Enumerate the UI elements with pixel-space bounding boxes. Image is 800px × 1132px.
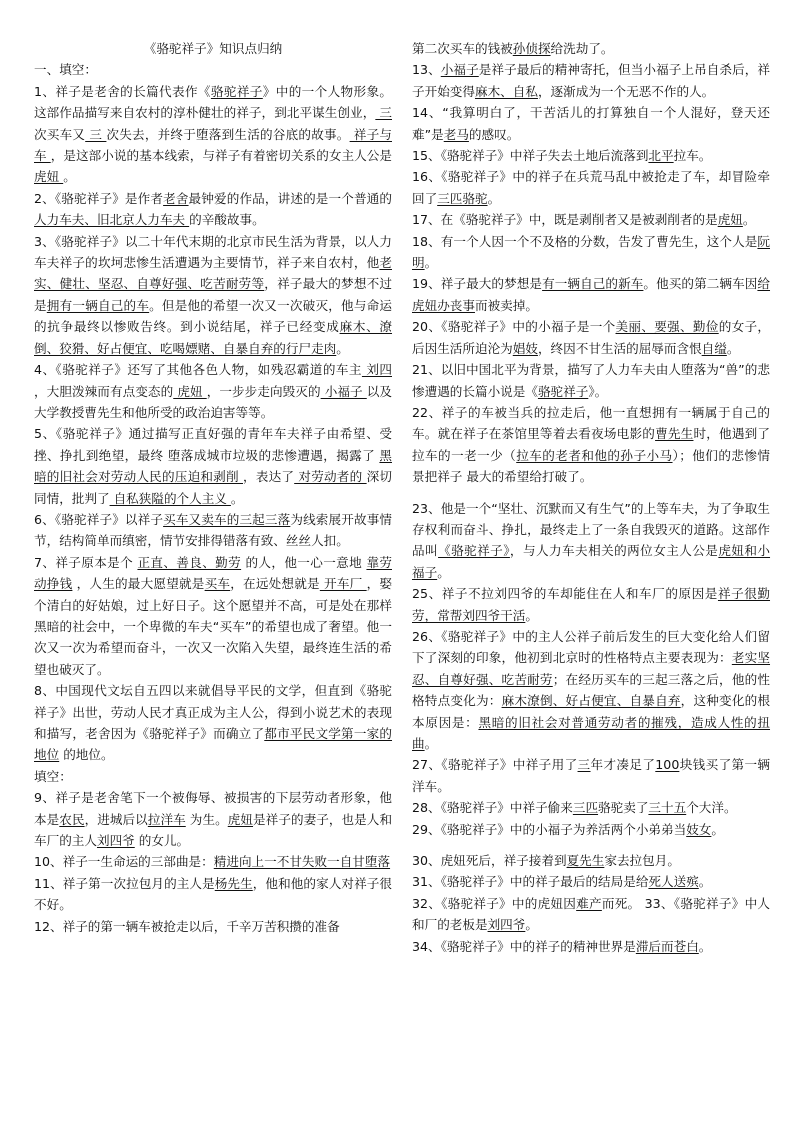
- underlined-answer: 对劳动者的: [294, 469, 367, 485]
- text-segment: 8、中国现代文坛自五四以来就倡导平民的文学，但直到《骆驼祥子》出世，劳动人民才真正成为主人公，得到小说艺术的表现和描写，老舍因为《骆驼祥子》而确立了: [34, 683, 392, 741]
- paragraph: [412, 145, 770, 166]
- underlined-answer: 有一辆自己的新车: [542, 276, 644, 292]
- underlined-answer: 难产: [576, 895, 602, 911]
- text-segment: 次失去，并终于堕落到生活的谷底的故事。: [106, 126, 350, 142]
- text-segment: 》。: [588, 383, 608, 399]
- paragraph: [34, 552, 392, 680]
- text-segment: ，人生的最大愿望就是: [72, 576, 205, 592]
- underlined-answer: 孙侦探: [512, 41, 551, 56]
- paragraph: [412, 402, 770, 488]
- text-segment: 34、《骆驼祥子》中的祥子的精神世界是: [412, 938, 636, 954]
- text-segment: 。但是他的希望一次又一次破灭，他与命运的抗争最终以惨败告终。到小说结尾，祥子已经变成: [34, 297, 393, 335]
- text-segment: 骆驼卖了: [598, 800, 649, 816]
- underlined-answer: 开车厂: [319, 576, 367, 592]
- underlined-answer: 曹先生: [655, 426, 694, 442]
- text-segment: 而死。 33、《骆驼祥子》中人和厂的老板是: [412, 895, 771, 933]
- underlined-answer: 自私狭隘的个人主义: [109, 490, 231, 506]
- paragraph: [412, 102, 770, 145]
- paragraph: [412, 166, 770, 209]
- text-segment: 第二次买车的钱被: [412, 41, 513, 56]
- underlined-answer: 刘四: [361, 362, 392, 378]
- text-segment: ，一步步走向毁灭的: [206, 383, 321, 399]
- text-segment: 是祥子最后的精神寄托，但当小福子上吊自杀后，祥子开始变得: [412, 62, 771, 99]
- text-segment: ，是这部小说的基本线索，与祥子有着密切关系的女主人公是: [50, 148, 392, 164]
- underlined-answer: 娼妓: [512, 340, 538, 356]
- text-segment: 给洗劫了。: [550, 41, 614, 56]
- underlined-answer: 死人送殡: [648, 874, 699, 890]
- text-segment: ，表达了: [242, 469, 295, 485]
- text-segment: 18、有一个人因一个不及格的分数，告发了曹先生，这个人是: [412, 233, 758, 249]
- underlined-answer: 阮明: [412, 233, 770, 271]
- underlined-answer: 虎妞和小福子: [412, 543, 771, 580]
- text-segment: 1、祥子是老舍的长篇代表作《: [34, 83, 211, 99]
- text-segment: 。: [437, 564, 450, 580]
- paragraph: [412, 893, 770, 936]
- paragraph: [34, 680, 392, 766]
- paragraph: [412, 819, 770, 840]
- text-segment: ，大胆泼辣而有点变态的: [34, 383, 174, 399]
- text-segment: 个大洋。: [686, 800, 737, 816]
- text-segment: 一、填空：: [34, 62, 97, 78]
- text-segment: 9、祥子是老舍笔下一个被侮辱、被损害的下层劳动者形象，他本是: [34, 790, 392, 827]
- underlined-answer: 夏先生: [566, 853, 605, 869]
- paragraph: [412, 359, 770, 402]
- underlined-answer: 拉洋车: [147, 811, 186, 827]
- text-segment: 的人，他一心一意地: [241, 554, 367, 570]
- text-segment: 的女儿。: [134, 833, 190, 849]
- text-segment: 是祥子的妻子，也是人和车厂的主人: [34, 811, 393, 849]
- text-segment: ，他和他的家人对祥子很不好。: [34, 875, 392, 913]
- underlined-answer: 自缢: [701, 340, 727, 356]
- underlined-answer: 麻木、自私: [474, 83, 538, 99]
- text-segment: 。: [63, 169, 76, 185]
- text-segment: 。: [424, 736, 438, 751]
- underlined-answer: 拥有一辆自己的车: [46, 297, 150, 313]
- text-segment: 23、他是一个“坚壮、沉默而又有生气”的上等车夫，为了争取生存权利而奋斗、挣扎，最终走上了一条自我毁灭的道路。这部作品叫: [412, 500, 770, 559]
- text-segment: 而被卖掉。: [474, 297, 538, 313]
- text-segment: ，终因不甘生活的屈辱而含恨: [537, 340, 702, 356]
- text-segment: 28、《骆驼祥子》中祥子偷来: [412, 800, 573, 816]
- underlined-answer: 三: [577, 757, 591, 773]
- paragraph: [412, 871, 770, 892]
- text-segment: 12、祥子的第一辆车被抢走以后，千辛万苦积攒的准备: [34, 918, 340, 934]
- text-segment: ，逐渐成为一个无恶不作的人。: [537, 83, 715, 99]
- underlined-answer: 小福子: [440, 62, 479, 78]
- text-segment: 17、在《骆驼祥子》中，既是剥削者又是被剥削者的是: [412, 212, 718, 228]
- text-segment: ，在远处想就是: [230, 576, 320, 592]
- text-segment: 为线索展开故事情节，结构简单而缜密，情节安排得错落有致、丝丝人扣。: [34, 511, 393, 549]
- text-segment: 次买车又: [34, 126, 86, 142]
- text-segment: 14、“我算明白了，干苦活儿的打算独自一个人混好，登天还难”是: [412, 105, 770, 142]
- underlined-answer: 《骆驼祥子》: [438, 543, 510, 559]
- underlined-answer: 老实、健壮、坚忍、自尊好强、吃苦耐劳等: [34, 255, 392, 292]
- paragraph: [34, 423, 392, 509]
- paragraph: [34, 787, 392, 851]
- text-segment: 以及大学教授曹先生和他所受的政治迫害等等。: [34, 383, 393, 420]
- underlined-answer: 虎妞: [173, 383, 207, 399]
- paragraph: [34, 188, 392, 231]
- underlined-answer: 麻木潦倒、好占便宜、自暴自弃: [501, 693, 681, 709]
- text-segment: 16、《骆驼祥子》中的祥子在兵荒马乱中被抢走了车，却冒险牵回了: [412, 169, 770, 206]
- underlined-answer: 三匹骆驼: [437, 190, 488, 206]
- text-segment: 10、祥子一生命运的三部曲是：: [34, 854, 214, 870]
- text-segment: 。: [726, 340, 740, 356]
- text-segment: 7、祥子原本是个: [34, 554, 138, 570]
- underlined-answer: 精进向上一不甘失败一自甘堕落: [213, 854, 391, 870]
- underlined-answer: 给虎妞办丧事: [412, 276, 771, 313]
- underlined-answer: 三: [375, 105, 392, 121]
- paragraph: [34, 766, 392, 787]
- right-column: [412, 38, 770, 1112]
- paragraph: [412, 626, 770, 754]
- text-segment: 填空：: [34, 768, 72, 784]
- paragraph: [34, 231, 392, 359]
- text-segment: 年才凑足了: [590, 757, 656, 773]
- underlined-answer: 老实坚忍、自尊好强、吃苦耐劳: [412, 650, 771, 687]
- paragraph-gap: [412, 840, 770, 850]
- text-segment: 25、祥子不拉刘四爷的车却能住在人和车厂的原因是: [412, 586, 718, 602]
- text-segment: 21、以旧中国北平为背景，描写了人力车夫由人堕落为“兽”的悲惨遭遇的长篇小说是《: [412, 362, 770, 399]
- text-segment: 最钟爱的作品，讲述的是一个普通的: [188, 190, 393, 206]
- text-segment: 时，他遇到了拉车的一老一少（: [412, 426, 771, 463]
- underlined-answer: 虎妞: [34, 169, 64, 185]
- text-segment: 。: [711, 821, 724, 837]
- underlined-answer: 黑暗的旧社会对劳动人民的压迫和剥削: [34, 447, 392, 485]
- paragraph: [412, 209, 770, 230]
- underlined-answer: 三: [85, 126, 107, 142]
- underlined-answer: 刘四爷: [96, 833, 135, 849]
- text-segment: 30、虎妞死后，祥子接着到: [412, 853, 567, 869]
- underlined-answer: 老马: [443, 126, 469, 142]
- paragraph: [34, 851, 392, 872]
- paragraph: [412, 754, 770, 797]
- text-segment: 拉车。: [673, 148, 712, 164]
- text-segment: 的辛酸故事。: [189, 212, 265, 228]
- underlined-answer: 买车又卖车的三起三落: [163, 511, 291, 527]
- text-segment: 26、《骆驼祥子》中的主人公祥子前后发生的巨大变化给人们留下了深刻的印象，他初到北京时的性格特点主要表现为：: [412, 628, 770, 666]
- text-segment: 29、《骆驼祥子》中的小福子为养活两个小弟弟当: [412, 821, 687, 837]
- text-segment: 2、《骆驼祥子》是作者: [34, 190, 164, 206]
- text-segment: 3、《骆驼祥子》以二十年代末期的北京市民生活为背景，以人力车夫祥子的坎坷悲惨生活遭遇为主要情节，祥子来自农村，他: [34, 233, 392, 271]
- underlined-answer: 靠劳动挣钱: [34, 554, 392, 592]
- paragraph: [34, 81, 392, 188]
- text-segment: 。: [698, 938, 712, 954]
- text-segment: 。: [230, 490, 244, 506]
- paragraph: [412, 797, 770, 818]
- underlined-answer: 黑暗的旧社会对普通劳动者的摧残，造成人性的扭曲: [412, 714, 771, 751]
- paragraph: [412, 38, 770, 59]
- text-segment: 的感叹。: [468, 126, 520, 142]
- underlined-answer: 虎妞: [227, 811, 254, 827]
- text-segment: 。: [698, 874, 712, 890]
- text-segment: 20、《骆驼祥子》中的小福子是一个: [412, 319, 616, 335]
- underlined-answer: 虎妞: [717, 212, 743, 228]
- underlined-answer: 100: [655, 757, 680, 773]
- text-segment: 。: [525, 917, 538, 933]
- underlined-answer: 妓女: [686, 821, 712, 837]
- underlined-answer: 买车: [204, 576, 231, 592]
- text-segment: 。: [336, 340, 349, 356]
- text-segment: 5、《骆驼祥子》通过描写正直好强的青年车夫祥子由希望、受挫、挣扎到绝望，最终 堕落成城市垃圾的悲惨遭遇，揭露了: [34, 426, 392, 463]
- text-segment: 家去拉包月。: [604, 853, 680, 869]
- underlined-answer: 骆驼祥子: [537, 383, 589, 399]
- text-segment: 。他买的第二辆车因: [643, 276, 758, 292]
- underlined-answer: 都市平民文学第一家的地位: [34, 726, 393, 763]
- underlined-answer: 老舍: [163, 190, 189, 206]
- text-segment: 19、祥子最大的梦想是: [412, 276, 543, 292]
- text-segment: ，与人力车夫相关的两位女主人公是: [509, 543, 719, 559]
- text-segment: 。: [525, 607, 538, 623]
- underlined-answer: 祥子与车: [34, 126, 392, 164]
- text-segment: 15、《骆驼祥子》中祥子失去土地后流落到: [412, 148, 649, 164]
- text-segment: ）；他们的悲惨情景把祥子 最大的希望给打破了。: [412, 447, 771, 485]
- paragraph: [412, 583, 770, 626]
- underlined-answer: 人力车夫、旧北京人力车夫: [34, 212, 190, 228]
- text-segment: 为生。: [185, 811, 228, 827]
- text-segment: ，娶个清白的好姑娘，过上好日子。这个愿望并不高，可是处在那样黑暗的社会中，一个卑微的车夫“买车”的希望也成了奢望。他一次又一次为希望而奋斗，一次又一次陷入失望，最终连生活的希望也破灭了。: [34, 576, 393, 677]
- text-segment: 6、《骆驼祥子》以祥子: [34, 511, 164, 527]
- underlined-answer: 滞后而苍白: [635, 938, 699, 954]
- underlined-answer: 杨先生: [214, 875, 253, 891]
- underlined-answer: 三匹: [572, 800, 599, 816]
- underlined-answer: 正直、善良、勤劳: [137, 554, 242, 570]
- text-segment: 。: [424, 255, 438, 271]
- underlined-answer: 骆驼祥子: [210, 83, 263, 99]
- underlined-answer: 祥子很勤劳，常帮刘四爷干活: [412, 586, 771, 623]
- text-segment: 4、《骆驼祥子》还写了其他各色人物，如残忍霸道的车主: [34, 362, 362, 378]
- text-segment: 》中的一个人物形象。这部作品描写来自农村的淳朴健壮的祥子，到北平谋生创业，: [34, 83, 393, 121]
- underlined-answer: 拉车的老者和他的孙子小马: [516, 447, 673, 463]
- paragraph: [412, 936, 770, 957]
- paragraph-gap: [412, 488, 770, 498]
- underlined-answer: 北平: [648, 148, 674, 164]
- paragraph: [412, 850, 770, 871]
- text-segment: 深切同情，批判了: [34, 469, 393, 506]
- underlined-answer: 三十五: [648, 800, 687, 816]
- text-segment: 。: [742, 212, 756, 228]
- text-segment: 块钱买了第一辆洋车。: [412, 757, 771, 794]
- paragraph: [34, 509, 392, 552]
- paragraph: [412, 316, 770, 359]
- text-segment: ，这种变化的根本原因是：: [412, 693, 771, 730]
- underlined-answer: 美丽、要强、勤俭: [615, 319, 719, 335]
- text-segment: 27、《骆驼祥子》中祥子用了: [412, 757, 578, 773]
- text-segment: 11、祥子第一次拉包月的主人是: [34, 875, 215, 891]
- paragraph: [412, 273, 770, 316]
- paragraph: [34, 873, 392, 916]
- underlined-answer: 刘四爷: [487, 917, 526, 933]
- left-column: [34, 38, 392, 1112]
- underlined-answer: 麻木、潦倒、狡猾、好占便宜、吃喝嫖赌、自暴自弃的行尸走肉: [34, 319, 393, 356]
- text-segment: 22、祥子的车被当兵的拉走后，他一直想拥有一辆属于自己的车。就在祥子在茶馆里等着去看夜场电影的: [412, 404, 770, 442]
- paragraph: [412, 231, 770, 274]
- paragraph: [34, 59, 392, 80]
- text-segment: 。: [487, 190, 501, 206]
- text-segment: ，进城后以: [84, 811, 148, 827]
- text-segment: 的地位。: [59, 747, 114, 763]
- document-title: 《骆驼祥子》知识点归纳: [143, 41, 283, 56]
- paragraph: [412, 59, 770, 102]
- paragraph: [34, 916, 392, 937]
- text-segment: ；在经历买车的三起三落之后，他的性格特点变化为：: [412, 671, 771, 709]
- text-segment: 32、《骆驼祥子》中的虎妞因: [412, 895, 577, 911]
- underlined-answer: 小福子: [320, 383, 367, 399]
- underlined-answer: 农民: [59, 811, 85, 827]
- text-segment: 31、《骆驼祥子》中的祥子最后的结局是给: [412, 874, 649, 890]
- text-segment: ，祥子最大的梦想不过是: [34, 276, 393, 313]
- text-segment: 13、: [412, 62, 441, 78]
- paragraph: [412, 498, 770, 584]
- paragraph: [34, 359, 392, 423]
- text-segment: 的女子，后因生活所迫沦为: [412, 319, 771, 356]
